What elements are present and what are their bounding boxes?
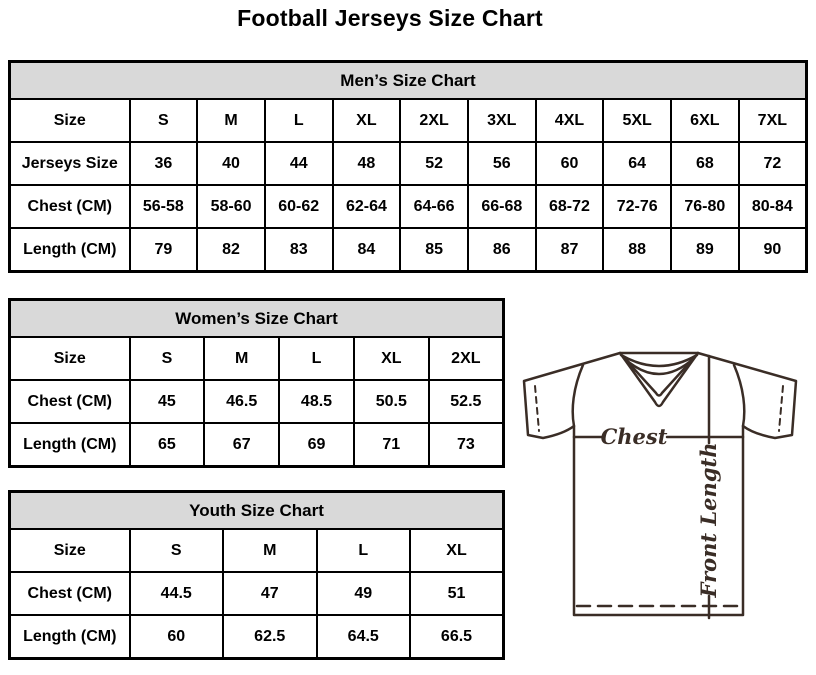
youth-size-table — [8, 490, 505, 660]
table-cell: 83 — [265, 228, 333, 272]
row-label: Size — [10, 99, 130, 142]
table-cell: 66-68 — [468, 185, 536, 228]
table-cell: 2XL — [429, 337, 504, 380]
table-row — [10, 615, 504, 659]
table-cell: 76-80 — [671, 185, 739, 228]
table-cell: 48.5 — [279, 380, 354, 423]
table-cell: 62-64 — [333, 185, 401, 228]
table-cell: 4XL — [536, 99, 604, 142]
table-cell: 6XL — [671, 99, 739, 142]
table-cell: 58-60 — [197, 185, 265, 228]
womens-size-table — [8, 298, 505, 468]
table-cell: S — [130, 337, 205, 380]
table-cell: S — [130, 529, 224, 572]
front-length-label: Front Length — [696, 442, 721, 598]
table-row — [10, 142, 807, 185]
table-row — [10, 529, 504, 572]
table-cell: 88 — [603, 228, 671, 272]
row-label: Size — [10, 337, 130, 380]
womens-table-title: Women’s Size Chart — [10, 300, 504, 338]
table-cell: 36 — [130, 142, 198, 185]
table-cell: 3XL — [468, 99, 536, 142]
table-cell: 87 — [536, 228, 604, 272]
table-cell: S — [130, 99, 198, 142]
table-cell: XL — [354, 337, 429, 380]
table-cell: M — [204, 337, 279, 380]
table-cell: L — [265, 99, 333, 142]
table-cell: 60 — [536, 142, 604, 185]
table-cell: 60 — [130, 615, 224, 659]
table-cell: 72 — [739, 142, 807, 185]
table-cell: 40 — [197, 142, 265, 185]
table-cell: 62.5 — [223, 615, 317, 659]
table-cell: 44.5 — [130, 572, 224, 615]
jersey-outline — [524, 353, 796, 615]
table-cell: M — [197, 99, 265, 142]
table-cell: 68-72 — [536, 185, 604, 228]
table-cell: 46.5 — [204, 380, 279, 423]
table-cell: 66.5 — [410, 615, 504, 659]
table-cell: 64 — [603, 142, 671, 185]
table-cell: 48 — [333, 142, 401, 185]
table-cell: 65 — [130, 423, 205, 467]
table-cell: M — [223, 529, 317, 572]
table-cell: 71 — [354, 423, 429, 467]
table-cell: 50.5 — [354, 380, 429, 423]
table-row — [10, 380, 504, 423]
row-label: Chest (CM) — [10, 380, 130, 423]
youth-table-title: Youth Size Chart — [10, 492, 504, 530]
mens-table-title: Men’s Size Chart — [10, 62, 807, 100]
row-label: Size — [10, 529, 130, 572]
table-cell: 64-66 — [400, 185, 468, 228]
table-cell: 52.5 — [429, 380, 504, 423]
table-cell: 68 — [671, 142, 739, 185]
table-cell: 64.5 — [317, 615, 411, 659]
table-cell: 7XL — [739, 99, 807, 142]
chest-label: Chest — [600, 424, 668, 449]
row-label: Length (CM) — [10, 423, 130, 467]
table-header-row — [10, 492, 504, 530]
table-row — [10, 228, 807, 272]
table-cell: 89 — [671, 228, 739, 272]
table-cell: 90 — [739, 228, 807, 272]
table-cell: 49 — [317, 572, 411, 615]
table-header-row — [10, 300, 504, 338]
table-cell: 84 — [333, 228, 401, 272]
table-cell: 44 — [265, 142, 333, 185]
table-cell: XL — [333, 99, 401, 142]
table-cell: 79 — [130, 228, 198, 272]
table-cell: 51 — [410, 572, 504, 615]
table-cell: 82 — [197, 228, 265, 272]
table-row — [10, 572, 504, 615]
table-row — [10, 337, 504, 380]
table-cell: XL — [410, 529, 504, 572]
table-cell: 56 — [468, 142, 536, 185]
table-row — [10, 185, 807, 228]
table-cell: 47 — [223, 572, 317, 615]
table-cell: L — [317, 529, 411, 572]
table-cell: 52 — [400, 142, 468, 185]
table-cell: 5XL — [603, 99, 671, 142]
table-cell: 86 — [468, 228, 536, 272]
page-title: Football Jerseys Size Chart — [237, 5, 543, 31]
table-cell: 45 — [130, 380, 205, 423]
row-label: Chest (CM) — [10, 185, 130, 228]
table-cell: 69 — [279, 423, 354, 467]
row-label: Length (CM) — [10, 228, 130, 272]
table-row — [10, 423, 504, 467]
table-cell: 2XL — [400, 99, 468, 142]
row-label: Chest (CM) — [10, 572, 130, 615]
table-cell: 80-84 — [739, 185, 807, 228]
table-cell: L — [279, 337, 354, 380]
table-cell: 85 — [400, 228, 468, 272]
table-cell: 72-76 — [603, 185, 671, 228]
table-cell: 56-58 — [130, 185, 198, 228]
mens-size-table — [8, 60, 808, 273]
table-cell: 73 — [429, 423, 504, 467]
row-label: Length (CM) — [10, 615, 130, 659]
jersey-diagram — [505, 330, 816, 675]
row-label: Jerseys Size — [10, 142, 130, 185]
table-cell: 67 — [204, 423, 279, 467]
table-row — [10, 99, 807, 142]
table-header-row — [10, 62, 807, 100]
table-cell: 60-62 — [265, 185, 333, 228]
